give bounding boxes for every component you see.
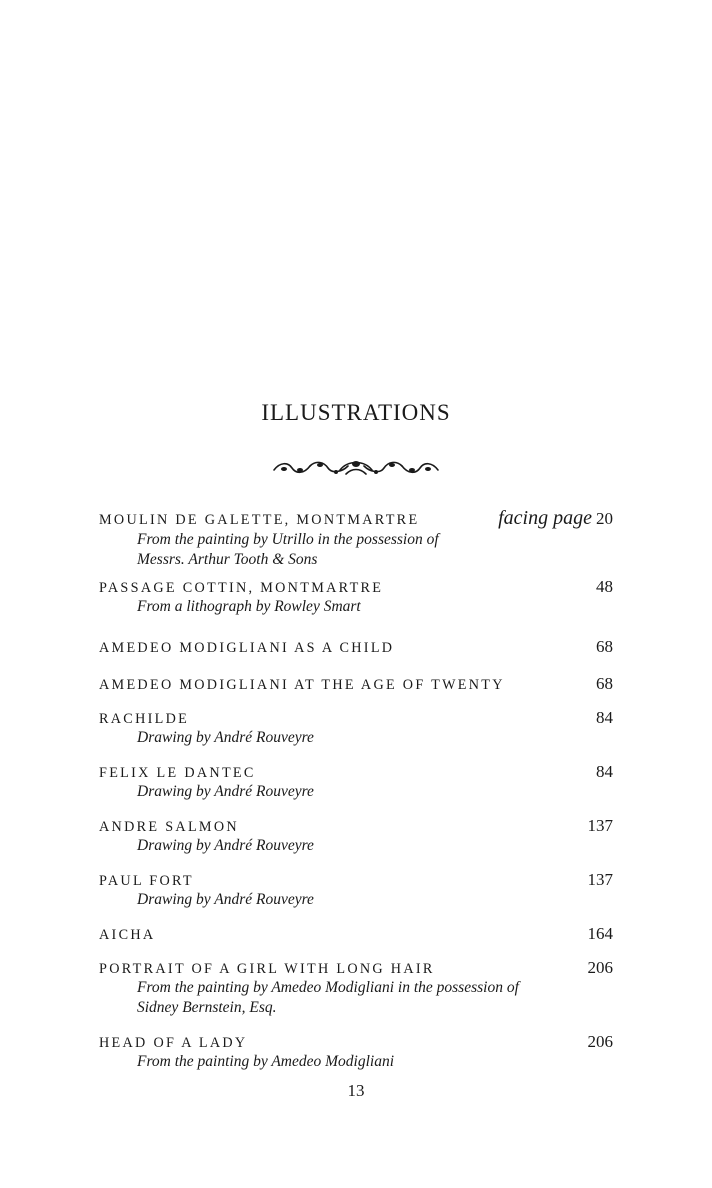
entry-caption: Drawing by André Rouveyre (137, 783, 314, 800)
entry-title: RACHILDE (99, 711, 190, 727)
list-item (99, 674, 613, 708)
entry-title: MOULIN DE GALETTE, MONTMARTRE (99, 512, 420, 528)
entry-page: 137 (587, 870, 613, 889)
entry-caption: From a lithograph by Rowley Smart (137, 598, 361, 615)
entry-page: 206 (587, 1032, 613, 1051)
entry-page: facing page 20 (498, 507, 613, 529)
entry-title: HEAD OF A LADY (99, 1035, 248, 1051)
facing-page-label: facing page (498, 507, 592, 529)
entry-page: 68 (596, 637, 613, 656)
entry-page: 164 (587, 924, 613, 943)
entry-caption: Drawing by André Rouveyre (137, 837, 314, 854)
list-item (99, 507, 613, 577)
list-item (99, 762, 613, 816)
entry-caption: From the painting by Amedeo Modigliani in the possession of Sidney Bernstein, Esq. (137, 979, 519, 1016)
entry-title: AMEDEO MODIGLIANI AS A CHILD (99, 640, 395, 656)
list-item (99, 958, 613, 1032)
entry-caption: Drawing by André Rouveyre (137, 729, 314, 746)
entry-title: FELIX LE DANTEC (99, 765, 256, 781)
list-item (99, 870, 613, 924)
entry-page: 68 (596, 674, 613, 693)
entry-caption: Drawing by André Rouveyre (137, 891, 314, 908)
list-item (99, 816, 613, 870)
list-item (99, 577, 613, 637)
entry-title: AICHA (99, 927, 156, 943)
entry-title: AMEDEO MODIGLIANI AT THE AGE OF TWENTY (99, 677, 505, 693)
entry-caption: From the painting by Amedeo Modigliani (137, 1053, 395, 1070)
page-number: 13 (347, 1081, 365, 1100)
entry-title: PASSAGE COTTIN, MONTMARTRE (99, 580, 384, 596)
list-item (99, 708, 613, 762)
entry-page: 137 (587, 816, 613, 835)
list-item (99, 924, 613, 958)
entry-page: 48 (596, 577, 613, 596)
illustrations-list (99, 507, 613, 1072)
entry-page: 206 (587, 958, 613, 977)
fleuron-ornament-icon (270, 456, 442, 480)
page-title: ILLUSTRATIONS (261, 400, 451, 425)
list-item (99, 637, 613, 674)
list-item (99, 1032, 613, 1072)
entry-page: 84 (596, 708, 613, 727)
entry-page: 84 (596, 762, 613, 781)
entry-title: ANDRE SALMON (99, 819, 239, 835)
entry-title: PORTRAIT OF A GIRL WITH LONG HAIR (99, 961, 435, 977)
entry-caption: From the painting by Utrillo in the possession of Messrs. Arthur Tooth & Sons (137, 531, 439, 568)
entry-title: PAUL FORT (99, 873, 194, 889)
